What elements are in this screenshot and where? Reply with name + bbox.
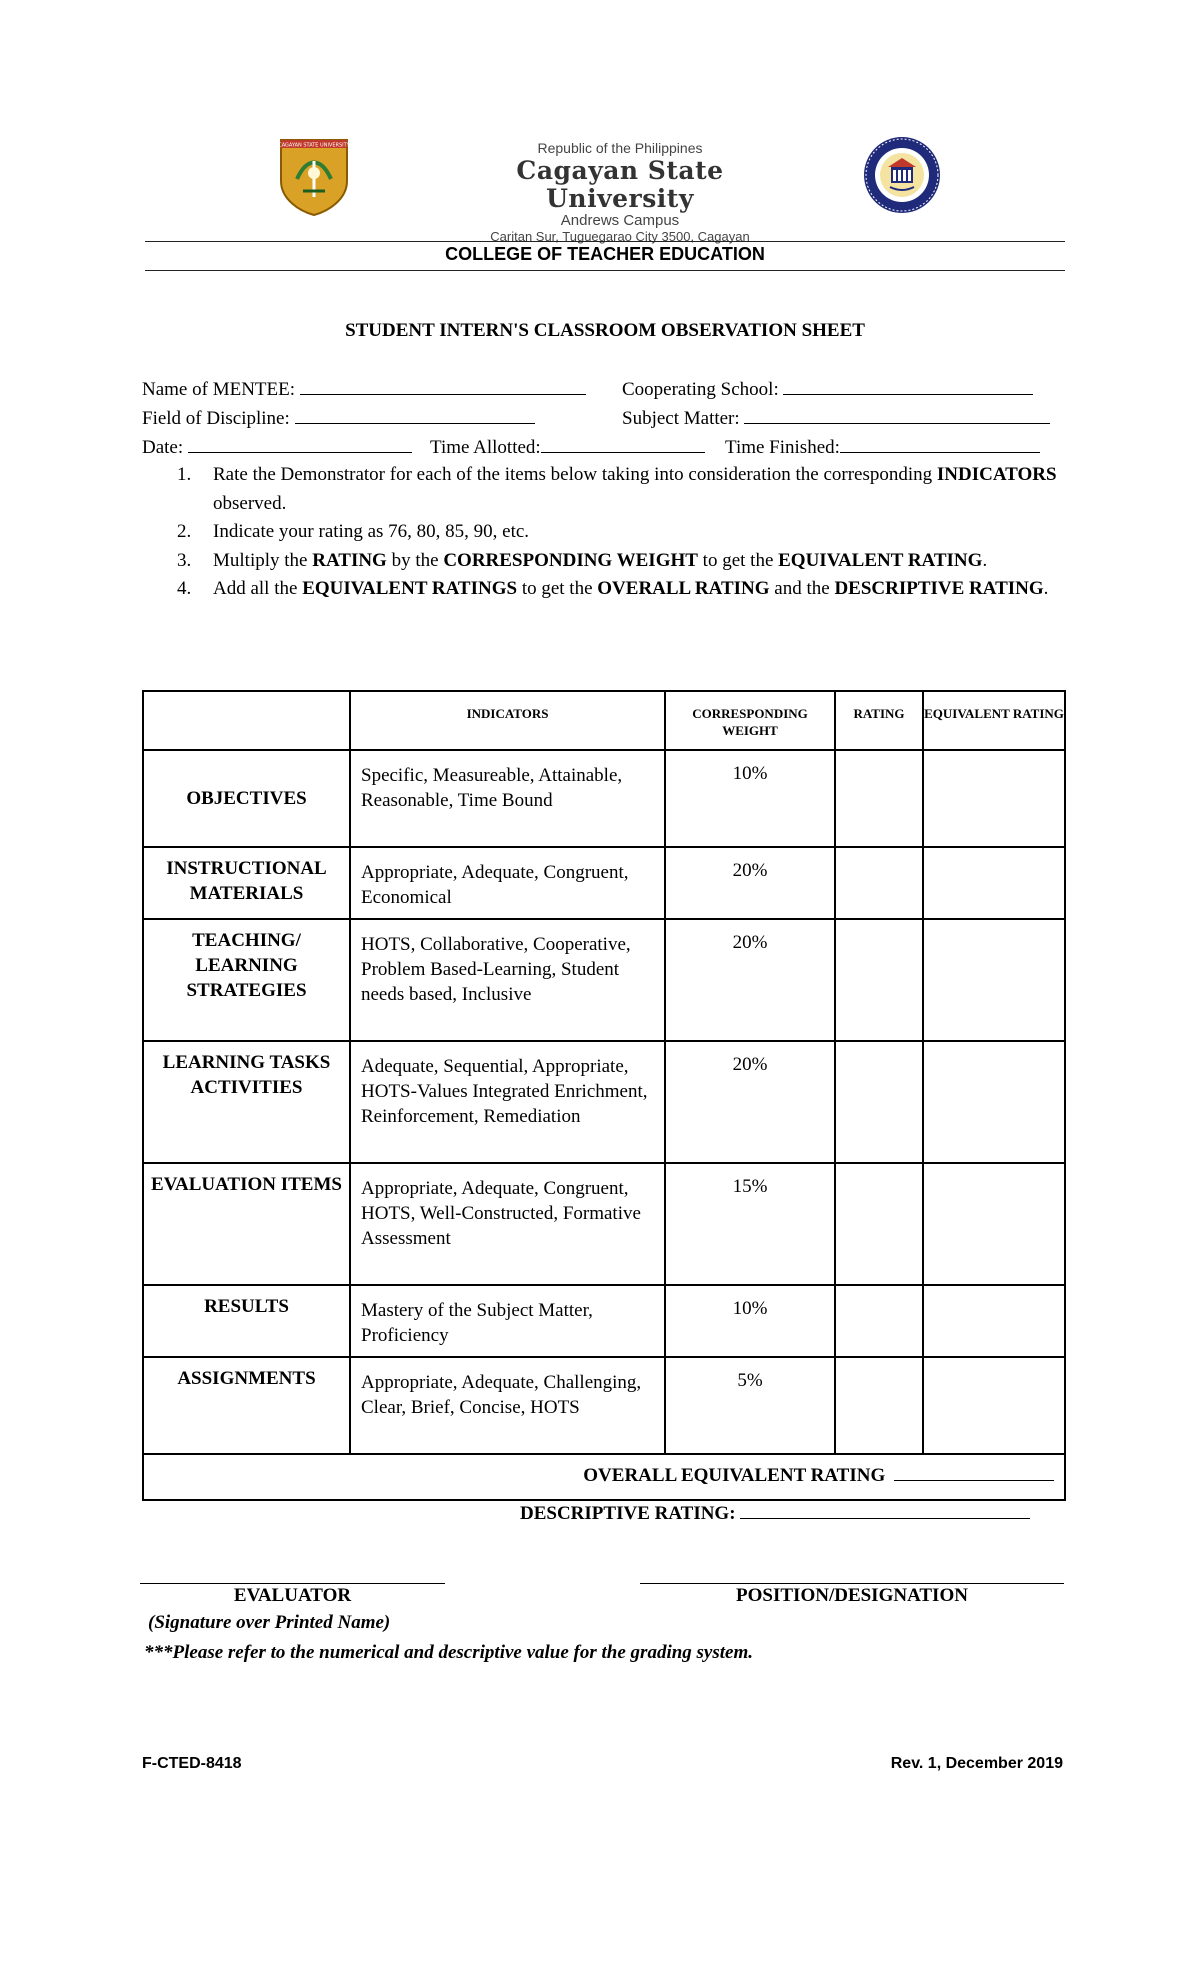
overall-label: OVERALL EQUIVALENT RATING <box>583 1465 886 1486</box>
subject-label: Subject Matter: <box>622 408 740 429</box>
header-weight: CORRESPONDING WEIGHT <box>665 691 835 750</box>
header-top-rule <box>145 241 1065 242</box>
overall-row <box>143 1454 1065 1500</box>
allotted-input-line[interactable] <box>541 435 705 453</box>
weight-cell: 15% <box>665 1163 835 1285</box>
college-seal-logo <box>862 135 942 215</box>
grading-note: ***Please refer to the numerical and descriptive value for the grading system. <box>144 1642 754 1663</box>
rating-cell[interactable] <box>835 750 923 847</box>
header-empty-cell <box>143 691 350 750</box>
weight-cell: 20% <box>665 847 835 919</box>
instruction-item <box>163 461 1063 518</box>
rating-cell[interactable] <box>835 1357 923 1454</box>
instruction-text: Add all the <box>213 578 303 599</box>
table-row <box>143 750 1065 847</box>
criterion-cell: INSTRUCTIONAL MATERIALS <box>143 847 350 919</box>
equivalent-rating-cell[interactable] <box>923 847 1065 919</box>
instruction-emphasis: EQUIVALENT RATINGS <box>302 578 518 599</box>
header-rating: RATING <box>835 691 923 750</box>
university-header <box>455 140 785 245</box>
finished-field <box>725 435 1040 459</box>
criterion-cell: OBJECTIVES <box>143 750 350 847</box>
indicators-cell: HOTS, Collaborative, Cooperative, Problem Based-Learning, Student needs based, Inclusive <box>350 919 665 1041</box>
university-name: Cagayan State University <box>516 156 724 213</box>
instruction-emphasis: OVERALL RATING <box>597 578 770 599</box>
instruction-emphasis: DESCRIPTIVE RATING <box>834 578 1044 599</box>
criterion-cell: LEARNING TASKS ACTIVITIES <box>143 1041 350 1163</box>
university-shield-logo <box>277 137 351 217</box>
evaluator-signature-line[interactable] <box>140 1583 445 1584</box>
school-field <box>622 377 1033 401</box>
instruction-text: and the <box>769 578 835 599</box>
instruction-text: observed. <box>213 492 287 514</box>
evaluator-label: EVALUATOR <box>233 1585 352 1606</box>
form-code: F-CTED-8418 <box>142 1755 242 1772</box>
instruction-text: Multiply the <box>213 549 313 571</box>
allotted-field <box>430 435 705 459</box>
table-row <box>143 1041 1065 1163</box>
descriptive-rating-field <box>520 1501 1030 1525</box>
discipline-field <box>142 406 535 430</box>
shield-banner-text: CAGAYAN STATE UNIVERSITY <box>278 142 350 149</box>
subject-field <box>622 406 1050 430</box>
campus-name: Andrews Campus <box>560 212 680 229</box>
mentee-input-line[interactable] <box>300 377 586 395</box>
equivalent-rating-cell[interactable] <box>923 750 1065 847</box>
school-input-line[interactable] <box>783 377 1033 395</box>
rating-cell[interactable] <box>835 919 923 1041</box>
college-name: COLLEGE OF TEACHER EDUCATION <box>445 244 765 264</box>
instructions-list <box>163 461 1063 604</box>
header-equivalent: EQUIVALENT RATING <box>923 691 1065 750</box>
discipline-label: Field of Discipline: <box>142 408 290 429</box>
subject-input-line[interactable] <box>744 406 1050 424</box>
position-signature-line[interactable] <box>640 1583 1064 1584</box>
rating-cell[interactable] <box>835 1163 923 1285</box>
indicators-cell: Mastery of the Subject Matter, Proficiency <box>350 1285 665 1357</box>
discipline-input-line[interactable] <box>295 406 535 424</box>
position-label: POSITION/DESIGNATION <box>736 1585 968 1606</box>
criterion-cell: RESULTS <box>143 1285 350 1357</box>
sheet-title: STUDENT INTERN'S CLASSROOM OBSERVATION SHEET <box>345 320 865 341</box>
descriptive-label: DESCRIPTIVE RATING: <box>520 1503 736 1524</box>
table-row <box>143 919 1065 1041</box>
campus-address: Caritan Sur, Tuguegarao City 3500, Cagayan <box>490 229 750 244</box>
instruction-number: 1. <box>177 464 192 485</box>
equivalent-rating-cell[interactable] <box>923 1041 1065 1163</box>
instruction-number: 2. <box>177 521 192 542</box>
finished-input-line[interactable] <box>840 435 1040 453</box>
instruction-emphasis: INDICATORS <box>936 464 1057 485</box>
indicators-cell: Adequate, Sequential, Appropriate, HOTS-Values Integrated Enrichment, Reinforcement, Remediation <box>350 1041 665 1163</box>
instruction-number: 4. <box>177 578 192 599</box>
instruction-emphasis: RATING <box>312 549 387 571</box>
weight-cell: 20% <box>665 919 835 1041</box>
observation-table <box>142 690 1066 1501</box>
criterion-cell: ASSIGNMENTS <box>143 1357 350 1454</box>
school-label: Cooperating School: <box>622 379 779 400</box>
instruction-text: . <box>982 549 988 571</box>
date-label: Date: <box>142 437 184 458</box>
rating-cell[interactable] <box>835 1285 923 1357</box>
revision-text: Rev. 1, December 2019 <box>890 1755 1063 1772</box>
equivalent-rating-cell[interactable] <box>923 1285 1065 1357</box>
instruction-item <box>163 518 1063 547</box>
instruction-text: by the <box>386 549 444 571</box>
table-row <box>143 847 1065 919</box>
equivalent-rating-cell[interactable] <box>923 1163 1065 1285</box>
indicators-cell: Appropriate, Adequate, Challenging, Clear, Brief, Concise, HOTS <box>350 1357 665 1454</box>
indicators-cell: Specific, Measureable, Attainable, Reasonable, Time Bound <box>350 750 665 847</box>
republic-text: Republic of the Philippines <box>537 140 703 156</box>
instruction-emphasis: EQUIVALENT RATING <box>778 549 983 571</box>
instruction-number: 3. <box>177 549 192 571</box>
overall-input-line[interactable] <box>894 1463 1054 1481</box>
rating-cell[interactable] <box>835 1041 923 1163</box>
instruction-text: Rate the Demonstrator for each of the items below taking into consideration the corresponding <box>213 464 937 485</box>
instruction-text: to get the <box>697 549 779 571</box>
weight-cell: 5% <box>665 1357 835 1454</box>
indicators-cell: Appropriate, Adequate, Congruent, HOTS, Well-Constructed, Formative Assessment <box>350 1163 665 1285</box>
mentee-field <box>142 377 586 401</box>
instruction-emphasis: CORRESPONDING WEIGHT <box>443 549 698 571</box>
rating-cell[interactable] <box>835 847 923 919</box>
allotted-label: Time Allotted: <box>430 437 541 458</box>
indicators-cell: Appropriate, Adequate, Congruent, Economical <box>350 847 665 919</box>
equivalent-rating-cell[interactable] <box>923 1357 1065 1454</box>
instruction-text: to get the <box>517 578 598 599</box>
weight-cell: 20% <box>665 1041 835 1163</box>
descriptive-input-line[interactable] <box>740 1501 1030 1519</box>
header-indicators: INDICATORS <box>350 691 665 750</box>
date-field <box>142 435 412 459</box>
date-input-line[interactable] <box>188 435 412 453</box>
criterion-cell: EVALUATION ITEMS <box>143 1163 350 1285</box>
instruction-item <box>163 575 1063 604</box>
header-bottom-rule <box>145 270 1065 271</box>
equivalent-rating-cell[interactable] <box>923 919 1065 1041</box>
table-row <box>143 1285 1065 1357</box>
finished-label: Time Finished: <box>725 437 840 458</box>
table-row <box>143 1163 1065 1285</box>
instruction-text: . <box>1043 578 1049 599</box>
instruction-item <box>163 547 1063 576</box>
weight-cell: 10% <box>665 1285 835 1357</box>
weight-cell: 10% <box>665 750 835 847</box>
instruction-text: Indicate your rating as 76, 80, 85, 90, etc. <box>213 521 530 542</box>
overall-cell <box>143 1454 1065 1500</box>
table-header-row <box>143 691 1065 750</box>
criterion-cell: TEACHING/ LEARNING STRATEGIES <box>143 919 350 1041</box>
signature-subtext: (Signature over Printed Name) <box>148 1612 391 1633</box>
table-row <box>143 1357 1065 1454</box>
mentee-label: Name of MENTEE: <box>142 379 296 400</box>
